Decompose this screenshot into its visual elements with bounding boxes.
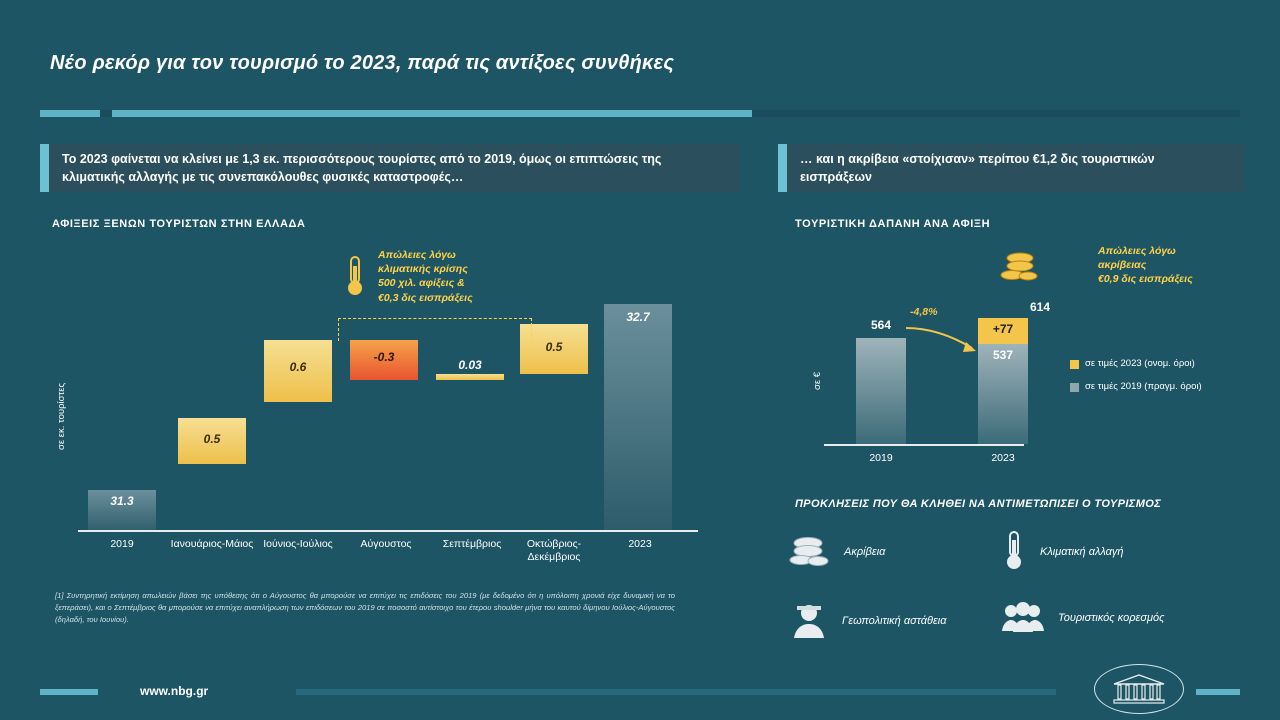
right-chart-axis xyxy=(824,444,1024,446)
header-rule xyxy=(40,110,1240,117)
people-icon xyxy=(1000,600,1046,637)
bar-2023 xyxy=(604,304,672,530)
right-section-label: ΤΟΥΡΙΣΤΙΚΗ ΔΑΠΑΝΗ ΑΝΑ ΑΦΙΞΗ xyxy=(795,218,991,230)
decline-arrow-icon xyxy=(904,324,982,358)
bar-label-jan-may: 0.5 xyxy=(203,432,221,446)
bar-september xyxy=(436,374,504,380)
left-callout-line3: 500 χιλ. αφίξεις & xyxy=(378,277,465,290)
cat-label-jan-may: Ιανουάριος-Μάιος xyxy=(170,538,254,550)
left-callout-line4: €0,3 δις εισπράξεις xyxy=(378,291,473,304)
right-callout-line3: €0,9 δις εισπράξεις xyxy=(1098,273,1193,286)
legend-label-real: σε τιμές 2019 (πραγμ. όροι) xyxy=(1085,380,1202,392)
bar-label-2019: 31.3 xyxy=(110,494,134,508)
bar-label-spend-2019: 564 xyxy=(870,318,892,332)
footer-line-2 xyxy=(296,689,1056,695)
challenge-climate xyxy=(1000,530,1210,575)
right-callout-line1: Απώλειες λόγω xyxy=(1098,245,1176,257)
rule-seg-2 xyxy=(112,110,752,117)
left-callout-line2: κλιματικής κρίσης xyxy=(378,263,468,276)
footer-line-1 xyxy=(40,689,98,695)
challenge-overtourism xyxy=(1000,600,1210,637)
right-callout xyxy=(1098,244,1248,287)
left-section-label: ΑΦΙΞΕΙΣ ΞΕΝΩΝ ΤΟΥΡΙΣΤΩΝ ΣΤΗΝ ΕΛΛΑΔΑ xyxy=(52,218,306,230)
coins-icon xyxy=(1000,250,1040,291)
legend-swatch-real xyxy=(1070,383,1079,392)
right-banner-accent xyxy=(778,144,787,192)
challenges-title: ΠΡΟΚΛΗΣΕΙΣ ΠΟΥ ΘΑ ΚΛΗΘΕΙ ΝΑ ΑΝΤΙΜΕΤΩΠΙΣΕΙ Ο ΤΟΥΡΙΣΜΟΣ xyxy=(795,498,1162,510)
left-chart-ylabel: σε εκ. τουρίστες xyxy=(56,382,67,450)
bar-label-spend-2023-nominal: 614 xyxy=(1030,300,1051,314)
bar-label-delta: +77 xyxy=(992,322,1014,336)
left-banner xyxy=(40,144,740,192)
bar-spend-2019 xyxy=(856,338,906,444)
footer-line-3 xyxy=(1196,689,1240,695)
challenge-label-3: Γεωπολιτική αστάθεια xyxy=(842,615,947,628)
bar-label-jun-jul: 0.6 xyxy=(289,360,307,374)
left-chart-axis xyxy=(78,530,698,532)
cat-label-spend-2019: 2019 xyxy=(869,452,893,464)
challenge-label-4: Τουριστικός κορεσμός xyxy=(1058,612,1165,625)
footer xyxy=(0,662,1280,720)
cat-label-september: Σεπτέμβριος xyxy=(442,538,502,550)
left-callout xyxy=(378,248,558,305)
bar-label-august: -0.3 xyxy=(373,350,395,364)
loss-bracket xyxy=(338,318,532,341)
cat-label-spend-2023: 2023 xyxy=(991,452,1015,464)
cat-label-2019: 2019 xyxy=(110,538,134,550)
legend-item-real xyxy=(1070,381,1230,394)
thermometer-icon xyxy=(342,254,368,303)
right-banner-text: … και η ακρίβεια «στοίχισαν» περίπου €1,2 δις τουριστικών εισπράξεων xyxy=(800,151,1155,184)
soldier-icon xyxy=(788,600,830,643)
right-banner xyxy=(778,144,1244,192)
footer-url[interactable]: www.nbg.gr xyxy=(140,684,209,698)
legend-label-nominal: σε τιμές 2023 (ονομ. όροι) xyxy=(1085,358,1195,369)
arrivals-waterfall-chart xyxy=(48,240,708,564)
spending-legend xyxy=(1070,358,1230,404)
left-banner-text: Το 2023 φαίνεται να κλείνει με 1,3 εκ. περισσότερους τουρίστες από το 2019, όμως οι επιπτώσεις της κλιματικής αλλαγής με τις συνεπακόλουθες φυσικές καταστροφές… xyxy=(62,151,662,184)
right-callout-line2: ακρίβειας xyxy=(1098,259,1147,272)
cat-label-oct-dec: Οκτώβριος-Δεκέμβριος xyxy=(526,538,582,564)
thermometer-icon xyxy=(1000,530,1028,575)
coins-icon xyxy=(788,534,832,571)
bar-label-september: 0.03 xyxy=(458,358,482,372)
bar-label-2023: 32.7 xyxy=(626,310,650,324)
decline-label: -4,8% xyxy=(910,306,938,318)
page-title: Νέο ρεκόρ για τον τουρισμό το 2023, παρά τις αντίξοες συνθήκες xyxy=(50,52,675,74)
cat-label-august: Αύγουστος xyxy=(360,538,412,550)
bank-building-icon xyxy=(1094,664,1184,714)
cat-label-jun-jul: Ιούνιος-Ιούλιος xyxy=(263,538,333,550)
left-footnote: [1] Συντηρητική εκτίμηση απωλειών βάσει της υπόθεσης ότι ο Αύγουστος θα μπορούσε να επιτύχει τις επιδόσεις του 2019 (με δεδομένο ότι η υπόλοιπη χρονιά είχε δυναμική να το ξεπεράσει), και ο Σεπτέμβριος θα μπορούσε να επιτύχει αναπλήρωση των επιδόσεων του 2019 σε ποσοστό αντίστοιχο του έτερου shoulder μήνα του καυτού δίμηνου Ιούλιος-Αύγουστος (δηλαδή, του Ιουνίου). xyxy=(55,591,675,625)
cat-label-2023: 2023 xyxy=(628,538,652,550)
rule-seg-1 xyxy=(40,110,100,117)
legend-swatch-nominal xyxy=(1070,360,1079,369)
legend-item-nominal xyxy=(1070,358,1230,371)
challenge-label-1: Ακρίβεια xyxy=(844,546,886,559)
left-banner-accent xyxy=(40,144,49,192)
right-chart-ylabel: σε € xyxy=(812,371,823,390)
challenge-geopolitical xyxy=(788,600,998,643)
bar-label-spend-2023-real: 537 xyxy=(992,348,1014,362)
left-callout-line1: Απώλειες λόγω xyxy=(378,249,456,261)
challenge-label-2: Κλιματική αλλαγή xyxy=(1040,546,1124,559)
challenge-akriveia xyxy=(788,534,998,571)
bar-label-oct-dec: 0.5 xyxy=(545,340,563,354)
